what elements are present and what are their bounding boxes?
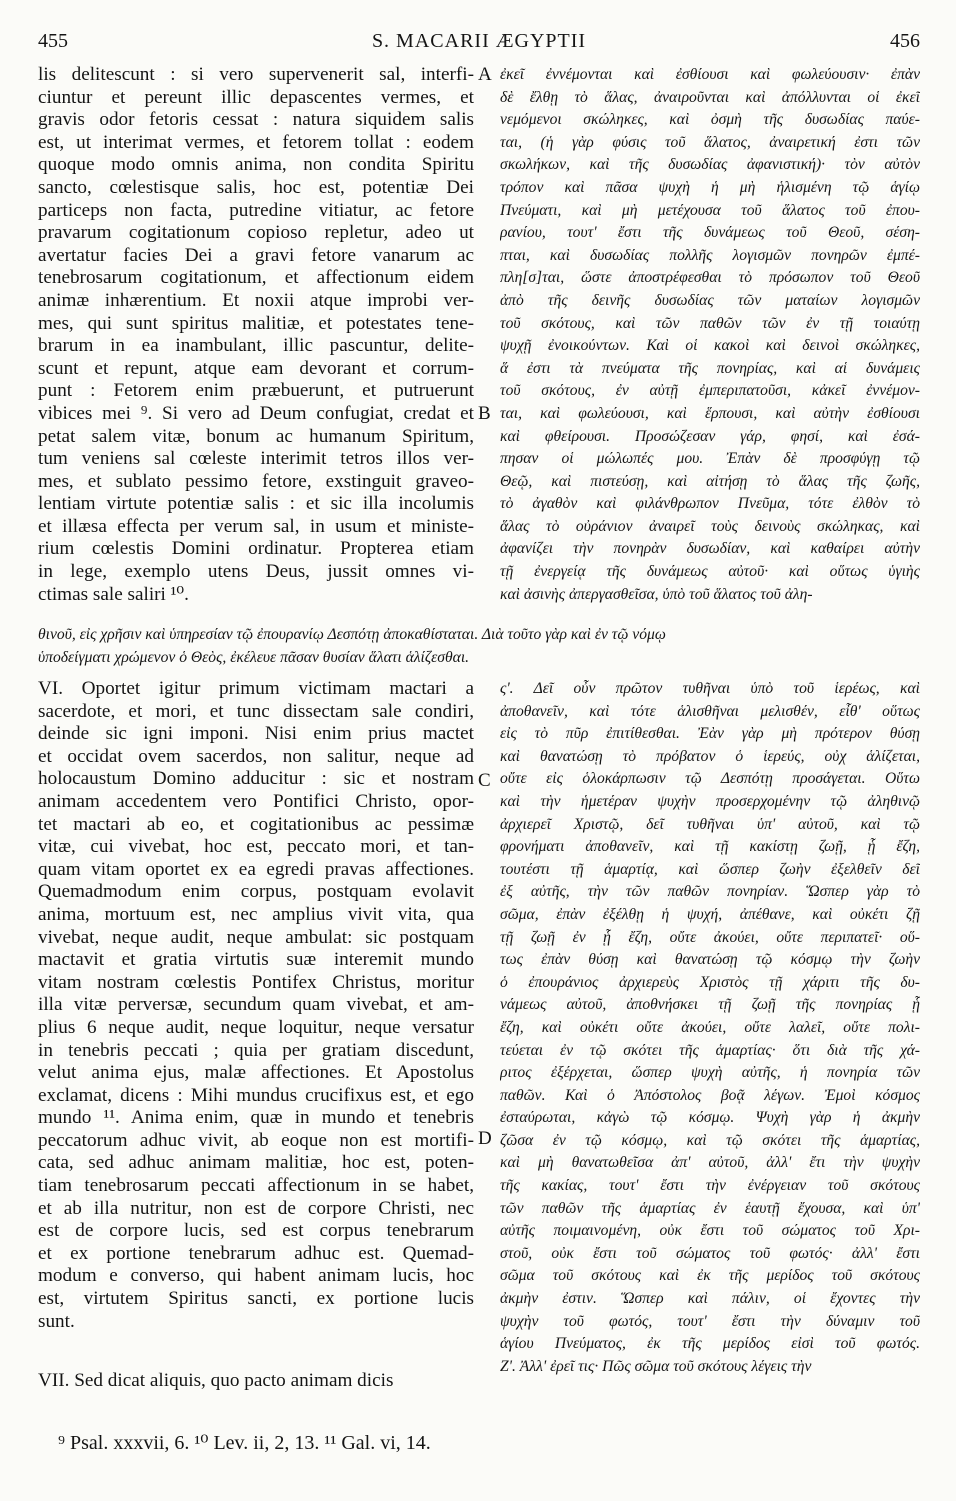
text-line: VII. Sed dicat aliquis, quo pacto animam dicis — [38, 1370, 394, 1391]
text-line: καὶ φθείρουσι. Προσώζεσαν γάρ, φησί, καὶ ἐσά- — [500, 427, 920, 445]
text-line: tenebrosarum cogitationum, et affectionum eidem — [38, 267, 474, 289]
text-line: ἅλας τὸ οὐράνιον ἀναιρεῖ τοὺς δεινοὺς σκώληκας, καὶ — [500, 517, 920, 535]
text-line: tiam tenebrosarum peccati affectionum in se habet, — [38, 1175, 474, 1197]
text-line: ἀρχιερεῖ Χριστῷ, δεῖ τυθῆναι ὑπ' αὐτοῦ, καὶ τῷ — [500, 815, 920, 833]
text-line: ριτος ἐξέρχεται, ὥσπερ ψυχὴ αὐτῆς, ἡ πονηρία τῶν — [500, 1064, 920, 1082]
running-title: S. MACARII ÆGYPTII — [371, 30, 587, 52]
text-line: in lege, exemplo utens Deus, jussit omnes vi- — [38, 561, 474, 583]
page-number-right: 456 — [890, 30, 920, 52]
text-line: quam vitam oportet ex ea egredi pravas affectiones. — [38, 858, 474, 880]
text-line: ἀκμὴν ἐστιν. Ὥσπερ καὶ πάλιν, οἱ ἔχοντες τὴν — [500, 1290, 920, 1308]
text-line: modum e converso, qui habent animam lucis, hoc — [38, 1265, 474, 1287]
text-line: πται, καὶ δυσωδίας πολλῆς λογισμῶν πονηρῶν ἐμπέ- — [500, 246, 920, 264]
text-line: et ex portione tenebrarum adhuc est. Quemad- — [38, 1242, 474, 1264]
text-line: καὶ τὴν ἡμετέραν ψυχὴν προσερχομένην τῷ ἀληθινῷ — [500, 792, 920, 810]
text-line: peccatorum adhuc vivit, ab eoque non est mortifi- — [38, 1129, 474, 1151]
text-line: τῶν παθῶν τῆς ἁμαρτίας ἐν ἑαυτῇ ἔχουσα, καὶ ὑπ' — [500, 1199, 920, 1217]
footnotes: ⁹ Psal. xxxvii, 6. ¹⁰ Lev. ii, 2, 13. ¹¹ Gal. vi, 14. — [58, 1432, 431, 1454]
text-line: in tenebris peccati ; quia per gratiam discedunt, — [38, 1039, 474, 1061]
text-line: νεμόμενοι σκώληκες, καὶ ὀσμὴ τῆς δυσωδίας παύε- — [500, 111, 920, 129]
text-line: δὲ ἔλθῃ τὸ ἅλας, ἀναιροῦνται καὶ ἀπόλλυνται οἱ ἐκεῖ — [500, 88, 920, 106]
text-line: καὶ ἀσινὴς ἀπεργασθεῖσα, ὑπὸ τοῦ ἅλατος τοῦ ἀλη- — [500, 585, 813, 603]
text-line: τοῦ σκότους, ἐν αὐτῇ ἐμπεριπατοῦσι, κἀκεῖ ἐννέμον- — [500, 382, 920, 400]
text-line: ὑποδείγματι χρώμενον ὁ Θεὸς, ἐκέλευε πᾶσαν θυσίαν ἅλατι ἁλίζεσθαι. — [38, 648, 470, 666]
text-line: petat salem vitæ, bonum ac humanum Spiritum, — [38, 425, 474, 447]
text-line: vivebat, neque audit, neque ambulat: sic postquam — [38, 926, 474, 948]
text-line: ἀφανίζει τὴν πονηρὰν δυσωδίαν, καὶ καθαίρει αὐτὴν — [500, 540, 920, 558]
text-line: σῶμα τοῦ σκότους καὶ ἐκ τῆς μερίδος τοῦ σκότους — [500, 1267, 920, 1285]
text-line: scunt et repunt, atque eam devorant et corrum- — [38, 357, 474, 379]
text-line: rium cœlestis Domini ordinatur. Propterea etiam — [38, 538, 474, 560]
text-line: anima, mortuum est, nec amplius vivit vita, qua — [38, 903, 474, 925]
text-line: animæ inhærentium. Et noxii atque improbi ver- — [38, 289, 474, 311]
text-line: ἐξ αὐτῆς, τὴν τῶν παθῶν πονηρίαν. Ὥσπερ γὰρ τὸ — [500, 883, 920, 901]
text-line: est de corpore lucis, sed est corpus tenebrarum — [38, 1220, 474, 1242]
text-line: avertatur facies Dei a gravi fetore vanarum ac — [38, 244, 474, 266]
text-line: τεύεται ἐν τῷ σκότει τῆς ἁμαρτίας· ὅτι διὰ τῆς χά- — [500, 1041, 920, 1059]
text-line: tet mactari ab eo, et cogitationibus ac pessimæ — [38, 813, 474, 835]
text-line: αὐτῆς ποιμαινομένη, οὐκ ἔστι τοῦ σώματος τοῦ Χρι- — [500, 1222, 920, 1240]
text-line: τως ἐπὰν θύσῃ καὶ θανατώσῃ τῷ κόσμῳ τὴν ζωὴν — [500, 951, 920, 969]
text-line: mactavit et gratia virtutis suæ interemit mundo — [38, 949, 474, 971]
greek-fullwidth-lines — [38, 624, 922, 669]
text-line: et occidat ovem sacerdos, non salitur, neque ad — [38, 745, 474, 767]
greek-column-2 — [500, 678, 920, 1378]
text-line: σκωλήκων, καὶ τῆς δυσωδίας ἀφανιστική)· τὸν αὐτὸν — [500, 156, 920, 174]
text-line: τῆς κακίας, τουτ' ἔστι τὴν ἐνέργειαν τοῦ σκότους — [500, 1177, 920, 1195]
text-line: στοῦ, οὐκ ἔστι τοῦ σώματος τοῦ φωτός· ἀλλ' ἔστι — [500, 1244, 920, 1262]
text-line: Quemadmodum enim corpus, postquam evolavit — [38, 881, 474, 903]
text-line: animam accedentem vero Pontifici Christo, opor- — [38, 790, 474, 812]
text-line: brarum in ea inambulant, illic pascuntur, delite- — [38, 335, 474, 357]
text-line: ζῶσα ἐν τῷ κόσμῳ, καὶ τῷ σκότει τῆς ἁμαρτίας, — [500, 1131, 920, 1149]
text-line: est, virtutem Spiritus sancti, ex portione lucis — [38, 1288, 474, 1310]
text-line: Ζ'. Ἀλλ' ἐρεῖ τις· Πῶς σῶμα τοῦ σκότους λέγεις τὴν — [500, 1357, 812, 1375]
text-line: ἔζη, καὶ οὐκέτι οὔτε ἀκούει, οὔτε λαλεῖ, οὔτε πολι- — [500, 1018, 920, 1036]
text-line: ciuntur et pereunt illic depascentes vermes, et — [38, 86, 474, 108]
text-line: mes, et sublato pessimo fetore, exstinguit graveo- — [38, 470, 474, 492]
text-line: et ab illa nutritur, non est de corpore Christi, nec — [38, 1197, 474, 1219]
text-line: ψυχὴν τοῦ φωτός, τουτ' ἔστι τὴν δύναμιν τοῦ — [500, 1312, 920, 1330]
text-line: deinde sic igni imponi. Nisi enim prius mactet — [38, 723, 474, 745]
text-line: φρονήματι ἀποθανεῖν, καὶ τῇ κακίστῃ ζωῇ, ᾗ ἔζη, — [500, 838, 920, 856]
text-line: θινοῦ, εἰς χρῆσιν καὶ ὑπηρεσίαν τῷ ἐπουρανίῳ Δεσπότῃ ἀποκαθίσταται. Διὰ τοῦτο γὰρ καὶ ἐν τῷ νόμῳ — [38, 626, 666, 643]
text-line: τρόπον καὶ πᾶσα ψυχὴ ἡ μὴ ἡλισμένη τῷ ἁγίῳ — [500, 178, 920, 196]
text-line: et illæsa effecta per verum sal, in usum et ministe- — [38, 515, 474, 537]
text-line: mes, qui sunt spiritus malitiæ, et potestates tene- — [38, 312, 474, 334]
text-line: lis delitescunt : si vero supervenerit sal, interfi- — [38, 64, 474, 85]
text-line: νάμεως αὐτοῦ, ἀποθνήσκει τῇ ζωῇ τῆς πονηρίας ᾗ — [500, 996, 920, 1014]
text-line: holocaustum Domino adducitur : sic et nostram — [38, 768, 474, 790]
text-line: Θεῷ, καὶ πιστεύσῃ, καὶ αἰτήσῃ τὸ ἅλας τῆς ζωῆς, — [500, 472, 920, 490]
text-line: εἰς τὸ πῦρ ἐπιτίθεσθαι. Ἐὰν γὰρ μὴ πρότερον θύσῃ — [500, 725, 920, 743]
text-line: vibices mei ⁹. Si vero ad Deum confugiat, credat et — [38, 402, 474, 424]
margin-letter-d: D — [478, 1128, 492, 1149]
text-line: ἐκεῖ ἐννέμονται καὶ ἐσθίουσι καὶ φωλεύουσιν· ἐπὰν — [500, 66, 920, 83]
text-line: velut anima ejus, malæ affectiones. Et Apostolus — [38, 1062, 474, 1084]
text-line: παθῶν. Καὶ ὁ Ἀπόστολος βοᾷ λέγων. Ἐμοὶ κόσμος — [500, 1086, 920, 1104]
text-line: καὶ θανατώσῃ τὸ πρόβατον ὁ ἱερεύς, οὐχ ἁλίζεται, — [500, 747, 920, 765]
margin-letter-a: A — [478, 64, 492, 85]
latin-column-2 — [38, 678, 474, 1333]
text-line: τὸ ἀγαθὸν καὶ φιλάνθρωπον Πνεῦμα, τότε ἐλθὸν τὸ — [500, 495, 920, 513]
text-line: ctimas sale saliri ¹⁰. — [38, 583, 189, 605]
text-line: ρανίου, τουτ' ἔστι τῆς δυνάμεως τοῦ Θεοῦ, σέση- — [500, 224, 920, 242]
text-line: vitæ, cui vivebat, hoc est, peccato mori, et tan- — [38, 836, 474, 858]
text-line: sunt. — [38, 1310, 75, 1332]
text-line: exclamat, dicens : Mihi mundus crucifixus est, et ego — [38, 1084, 474, 1106]
text-line: mundo ¹¹. Anima enim, quæ in mundo et tenebris — [38, 1107, 474, 1129]
text-line: punt : Fetorem enim præbuerunt, et putruerunt — [38, 380, 474, 402]
text-line: gravis odor fetoris cessat : natura siquidem salis — [38, 109, 474, 131]
text-line: illa vitæ perversæ, secundum quam vivebat, et am- — [38, 994, 474, 1016]
margin-letter-b: B — [478, 403, 491, 424]
latin-section-vii — [38, 1370, 474, 1393]
text-line: est, ut interimat vermes, et fetorem tollat : eodem — [38, 131, 474, 153]
text-line: πησαν οἱ μώλωπές μου. Ἐπὰν δὲ προσφύγῃ τῷ — [500, 450, 920, 468]
text-line: sancto, cœlestisque salis, hoc est, potentiæ Dei — [38, 176, 474, 198]
text-line: ἅ ἐστι τὰ πνεύματα τῆς πονηρίας, καὶ αἱ δυνάμεις — [500, 359, 920, 377]
text-line: ἀπὸ τῆς δεινῆς δυσωδίας τῶν ματαίων λογισμῶν — [500, 291, 920, 309]
text-line: ἁγίου Πνεύματος, ἐκ τῆς μερίδος εἰσὶ τοῦ φωτός. — [500, 1335, 920, 1353]
text-line: particeps non facta, putredine vitiatur, ac fetore — [38, 199, 474, 221]
latin-column-1 — [38, 64, 474, 606]
text-line: ἀποθανεῖν, καὶ τότε ἁλισθῆναι μελισθέν, εἶθ' οὕτως — [500, 702, 920, 720]
text-line: τῇ ἐνεργείᾳ τῆς δυνάμεως αὐτοῦ· καὶ οὕτως ὑγιὴς — [500, 563, 920, 581]
text-line: quoque modo omnis anima, non condita Spiritu — [38, 154, 474, 176]
text-line: ται, (ἡ γὰρ φύσις τοῦ ἅλατος, ἀναιρετική ἐστι τῶν — [500, 133, 920, 151]
text-line: οὔτε εἰς ὁλοκάρπωσιν τῷ Δεσπότῃ προσάγεται. Οὕτω — [500, 770, 920, 788]
text-line: cata, sed adhuc animam malitiæ, hoc est, poten- — [38, 1152, 474, 1174]
text-line: lentiam virtute potentiæ salis : et sic illa incolumis — [38, 493, 474, 515]
text-line: tum veniens sal cœleste interimit tetros illos ver- — [38, 448, 474, 470]
page-number-left: 455 — [38, 30, 68, 52]
text-line: ς'. Δεῖ οὖν πρῶτον τυθῆναι ὑπὸ τοῦ ἱερέως, καὶ — [500, 680, 920, 697]
greek-column-1 — [500, 64, 920, 606]
text-line: pravarum cogitationum copioso repletur, adeo ut — [38, 222, 474, 244]
text-line: ἐσταύρωται, κἀγὼ τῷ κόσμῳ. Ψυχὴ γὰρ ἡ ἀκμὴν — [500, 1109, 920, 1127]
text-line: VI. Oportet igitur primum victimam mactari a — [38, 678, 474, 699]
text-line: τοῦ σκότους, καὶ τῶν παθῶν τῶν ἐν τῇ τοιαύτῃ — [500, 314, 920, 332]
text-line: πλη[σ]ται, ὥστε ἀποστρέφεσθαι τὸ πρόσωπον τοῦ Θεοῦ — [500, 269, 920, 287]
text-line: τουτέστι τῇ ἁμαρτίᾳ, καὶ ὥσπερ ζωὴν ἐξελθεῖν δεῖ — [500, 860, 920, 878]
text-line: vitam nostram cœlestis Pontifex Christus, moritur — [38, 971, 474, 993]
text-line: καὶ μὴ θανατωθεῖσα ἀπ' αὐτοῦ, ἀλλ' ἔτι τὴν ψυχὴν — [500, 1154, 920, 1172]
text-line: τῇ ζωῇ ἐν ᾗ ἔζη, οὔτε ἀκούει, οὔτε περιπατεῖ· οὕ- — [500, 928, 920, 946]
text-line: ψυχῇ ἐνοικούντων. Καὶ οἱ κακοὶ καὶ δεινοὶ σκώληκες, — [500, 337, 920, 355]
text-line: σῶμα, ἐπὰν ἐξέλθῃ ἡ ψυχή, ἀπέθανε, καὶ οὐκέτι ζῇ — [500, 905, 920, 923]
text-line: ὁ ἐπουράνιος ἀρχιερεὺς Χριστὸς τῇ χάριτι τῆς δυ- — [500, 973, 920, 991]
text-line: plius 6 neque audit, neque loquitur, neque versatur — [38, 1016, 474, 1038]
text-line: ται, καὶ φωλεύουσι, καὶ ἕρπουσι, καὶ αὐτὴν ἐσθίουσι — [500, 404, 920, 422]
text-line: sacerdote, et mori, et tunc dissectam sale condiri, — [38, 700, 474, 722]
margin-letter-c: C — [478, 770, 491, 791]
text-line: Πνεύματι, καὶ μὴ μετέχουσα τοῦ ἅλατος τοῦ ἐπου- — [500, 201, 920, 219]
running-header — [38, 30, 920, 54]
